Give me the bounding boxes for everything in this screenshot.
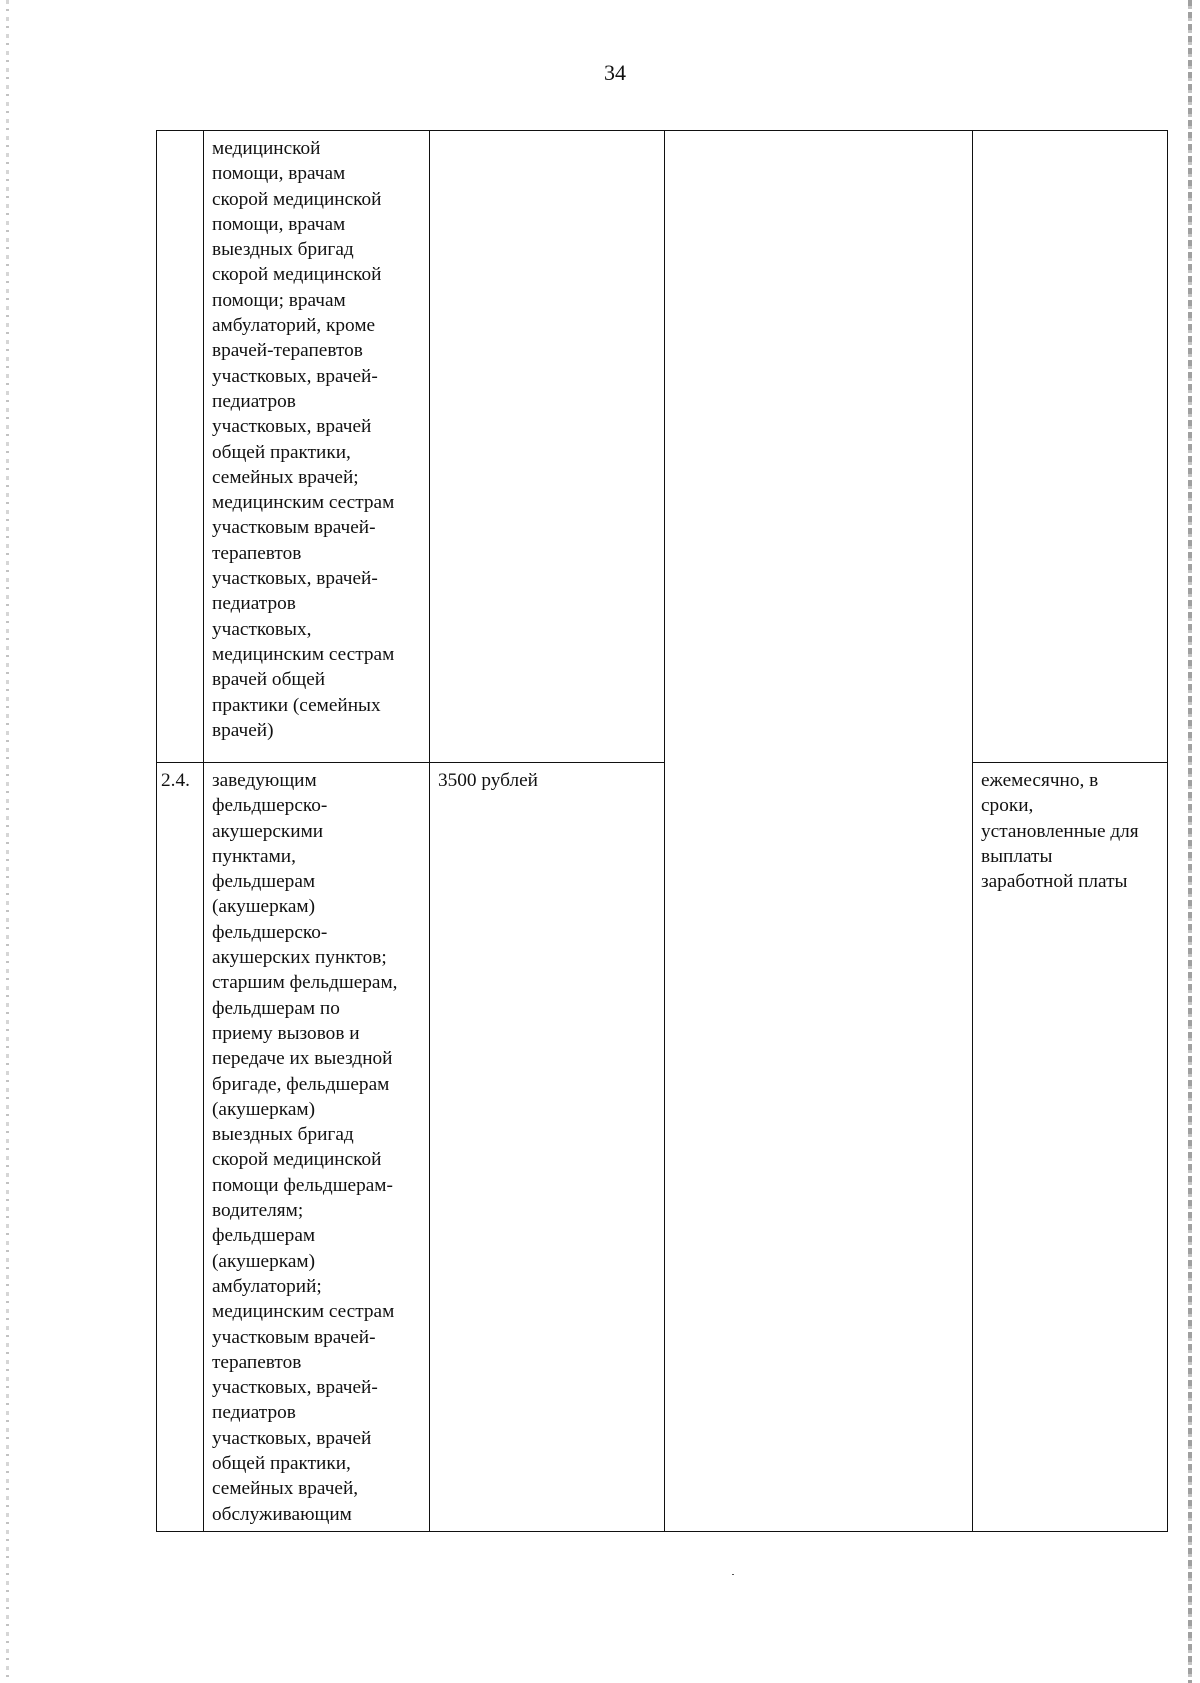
amount-cell: [430, 131, 665, 763]
scan-speck: [732, 1574, 734, 1575]
recipients-cell: медицинской помощи, врачам скорой медицинской помощи, врачам выездных бригад скорой медицинской помощи; врачам амбулаторий, кроме врачей-терапевтов участковых, врачей- педиатров участковых, врачей общей практики, семейных врачей; медицинским сестрам участковым врачей- терапевтов участковых, врачей- педиатров участковых, медицинским сестрам врачей общей практики (семейных врачей): [204, 131, 430, 763]
payments-table: [156, 130, 1168, 1532]
merged-empty-cell: [665, 131, 973, 1532]
scan-edge-right: [1188, 0, 1192, 1683]
row-number-cell: [157, 131, 204, 763]
terms-cell: [973, 131, 1168, 763]
page-number: 34: [604, 60, 626, 85]
table-row: [157, 763, 1168, 1532]
scan-edge-left: [6, 0, 9, 1683]
recipients-cell: заведующим фельдшерско- акушерскими пунктами, фельдшерам (акушеркам) фельдшерско- акушерских пунктов; старшим фельдшерам, фельдшерам по приему вызовов и передаче их выездной бригаде, фельдшерам (акушеркам) выездных бригад скорой медицинской помощи фельдшерам- водителям; фельдшерам (акушеркам) амбулаторий; медицинским сестрам участковым врачей- терапевтов участковых, врачей- педиатров участковых, врачей общей практики, семейных врачей, обслуживающим: [204, 763, 430, 1532]
table-row: [157, 131, 1168, 763]
amount-cell: 3500 рублей: [430, 763, 665, 1532]
terms-cell: ежемесячно, в сроки, установленные для выплаты заработной платы: [973, 763, 1168, 1532]
row-number-cell: 2.4.: [157, 763, 204, 1532]
